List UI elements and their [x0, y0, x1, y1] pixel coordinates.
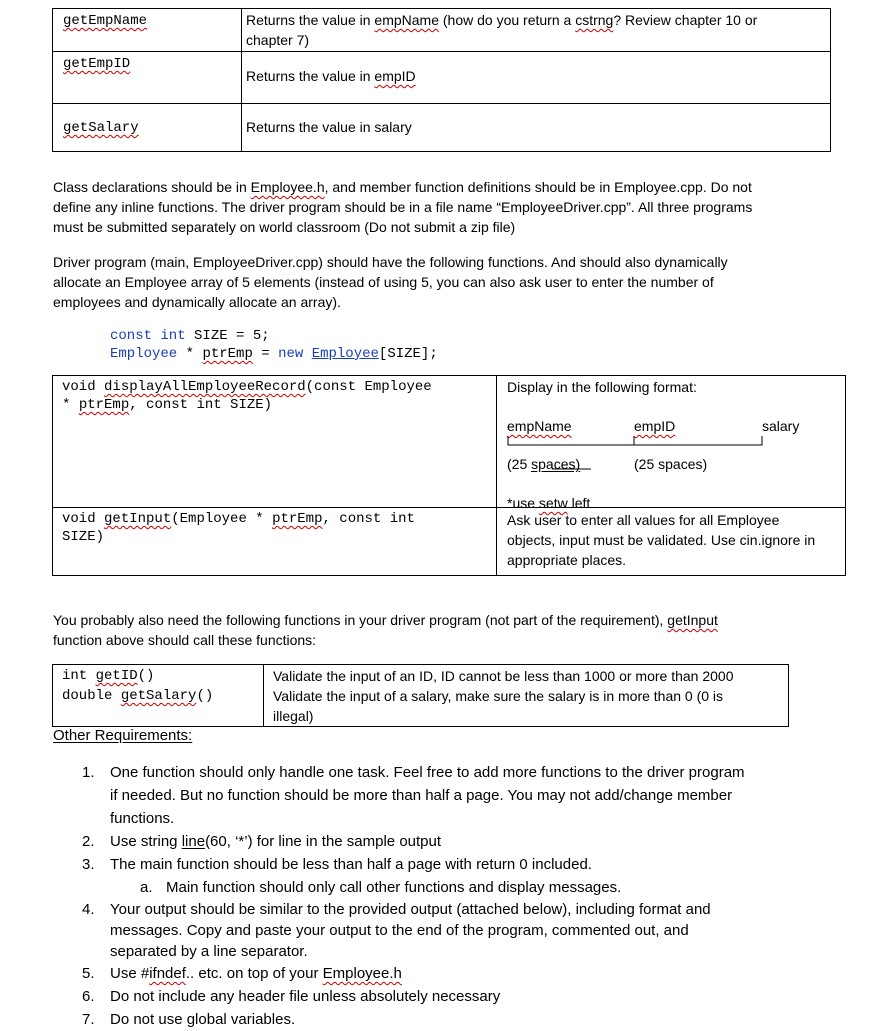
format-spacing-brackets	[497, 376, 837, 508]
format-empname: empName	[507, 418, 572, 434]
getsalary-signature: double getSalary()	[62, 688, 214, 704]
getid-description: Validate the input of an ID, ID cannot be less than 1000 or more than 2000	[273, 668, 734, 684]
requirement-item-1: 1. One function should only handle one task. Feel free to add more functions to the driver program if needed. But no function should be more than half a page. You may not add/change member functions.	[82, 764, 745, 827]
other-requirements-heading: Other Requirements:	[53, 727, 193, 744]
method-getsalary: getSalary	[63, 120, 139, 136]
method-getempname-desc: Returns the value in empName (how do you return a cstrng? Review chapter 10 or chapter 7)	[246, 12, 758, 48]
helper-function-table	[52, 664, 789, 727]
format-spaces-1: (25 spaces)	[507, 456, 581, 472]
method-getempname: getEmpName	[63, 13, 148, 29]
requirement-item-3a: a. Main function should only call other functions and display messages.	[140, 879, 622, 896]
display-format-label: Display in the following format:	[507, 379, 697, 395]
requirement-item-6: 6. Do not include any header file unless absolutely necessary	[82, 988, 501, 1005]
requirement-item-5: 5. Use #ifndef.. etc. on top of your Employee.h	[82, 965, 402, 982]
code-snippet: const int SIZE = 5; Employee * ptrEmp = new Employee[SIZE];	[110, 328, 438, 362]
driver-paragraph: Driver program (main, EmployeeDriver.cpp) should have the following functions. And should also dynamically allocate an Employee array of 5 elements (instead of using 5, you can also ask user to enter the number of employees and dynamically allocate an array).	[53, 254, 728, 310]
getinput-function-signature: void getInput(Employee * ptrEmp, const int SIZE)	[62, 511, 415, 545]
method-getempid: getEmpID	[63, 56, 131, 72]
helper-descriptions	[273, 666, 788, 726]
format-empid: empID	[634, 418, 676, 434]
getinput-description: Ask user to enter all values for all Employee objects, input must be validated. Use cin.ignore in appropriate places.	[507, 512, 816, 568]
driver-function-table	[52, 375, 846, 576]
method-getempid-desc: Returns the value in empID	[246, 68, 416, 84]
format-use-setw: *use setw left	[507, 495, 591, 511]
requirement-item-3: 3. The main function should be less than half a page with return 0 included.	[82, 856, 592, 873]
method-getsalary-desc: Returns the value in salary	[246, 119, 412, 135]
display-function-signature: void displayAllEmployeeRecord(const Employee * ptrEmp, const int SIZE)	[62, 379, 432, 413]
getid-signature: int getID()	[62, 668, 155, 684]
method-table	[52, 8, 831, 152]
getsalary-description: Validate the input of a salary, make sure the salary is in more than 0 (0 is illegal)	[273, 688, 724, 724]
format-salary: salary	[762, 418, 800, 434]
requirement-item-4: 4. Your output should be similar to the provided output (attached below), including format and messages. Copy and paste your output to the end of the program, commented out, and separated by a line separator.	[82, 901, 711, 960]
helper-paragraph: You probably also need the following functions in your driver program (not part of the requirement), getInput function above should call these functions:	[53, 612, 718, 648]
requirement-item-7: 7. Do not use global variables.	[82, 1011, 296, 1028]
requirements-list	[82, 761, 812, 1031]
files-paragraph: Class declarations should be in Employee.h, and member function definitions should be in Employee.cpp. Do not define any inline functions. The driver program should be in a file name “EmployeeDriver.cpp”. All three programs must be submitted separately on world classroom (Do not submit a zip file)	[53, 179, 753, 235]
format-spaces-2: (25 spaces)	[634, 456, 708, 472]
requirement-item-2: 2. Use string line(60, ‘*’) for line in the sample output	[82, 833, 442, 850]
helper-signatures	[62, 666, 263, 706]
